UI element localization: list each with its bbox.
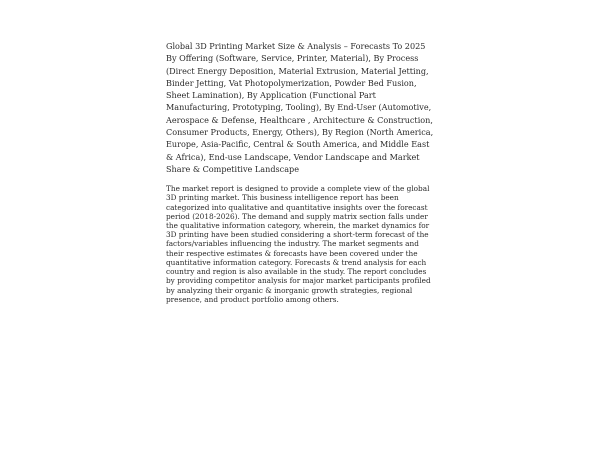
document-content — [166, 40, 436, 304]
report-title: Global 3D Printing Market Size & Analysis – Forecasts To 2025 By Offering (Software, Service, Printer, Material), By Process (Direct Energy Deposition, Material Extrusion, Material Jetting, Binder Jetting, Vat Photopolymerization, Powder Bed Fusion, Sheet Lamination), By Application (Functional Part Manufacturing, Prototyping, Tooling), By End-User (Automotive, Aerospace & Defense, Healthcare , Architecture & Construction, Consumer Products, Energy, Others), By Region (North America, Europe, Asia-Pacific, Central & South America, and Middle East & Africa), End-use Landscape, Vendor Landscape and Market Share & Competitive Landscape — [166, 41, 434, 174]
report-description: The market report is designed to provide a complete view of the global 3D printing market. This business intelligence report has been categorized into qualitative and quantitative insights over the forecast period (2018-2026). The demand and supply matrix section falls under the qualitative information category, wherein, the market dynamics for 3D printing have been studied considering a short-term forecast of the factors/variables influencing the industry. The market segments and their respective estimates & forecasts have been covered under the quantitative information category. Forecasts & trend analysis for each country and region is also available in the study. The report concludes by providing competitor analysis for major market participants profiled by analyzing their organic & inorganic growth strategies, regional presence, and product portfolio among others. — [166, 184, 431, 304]
